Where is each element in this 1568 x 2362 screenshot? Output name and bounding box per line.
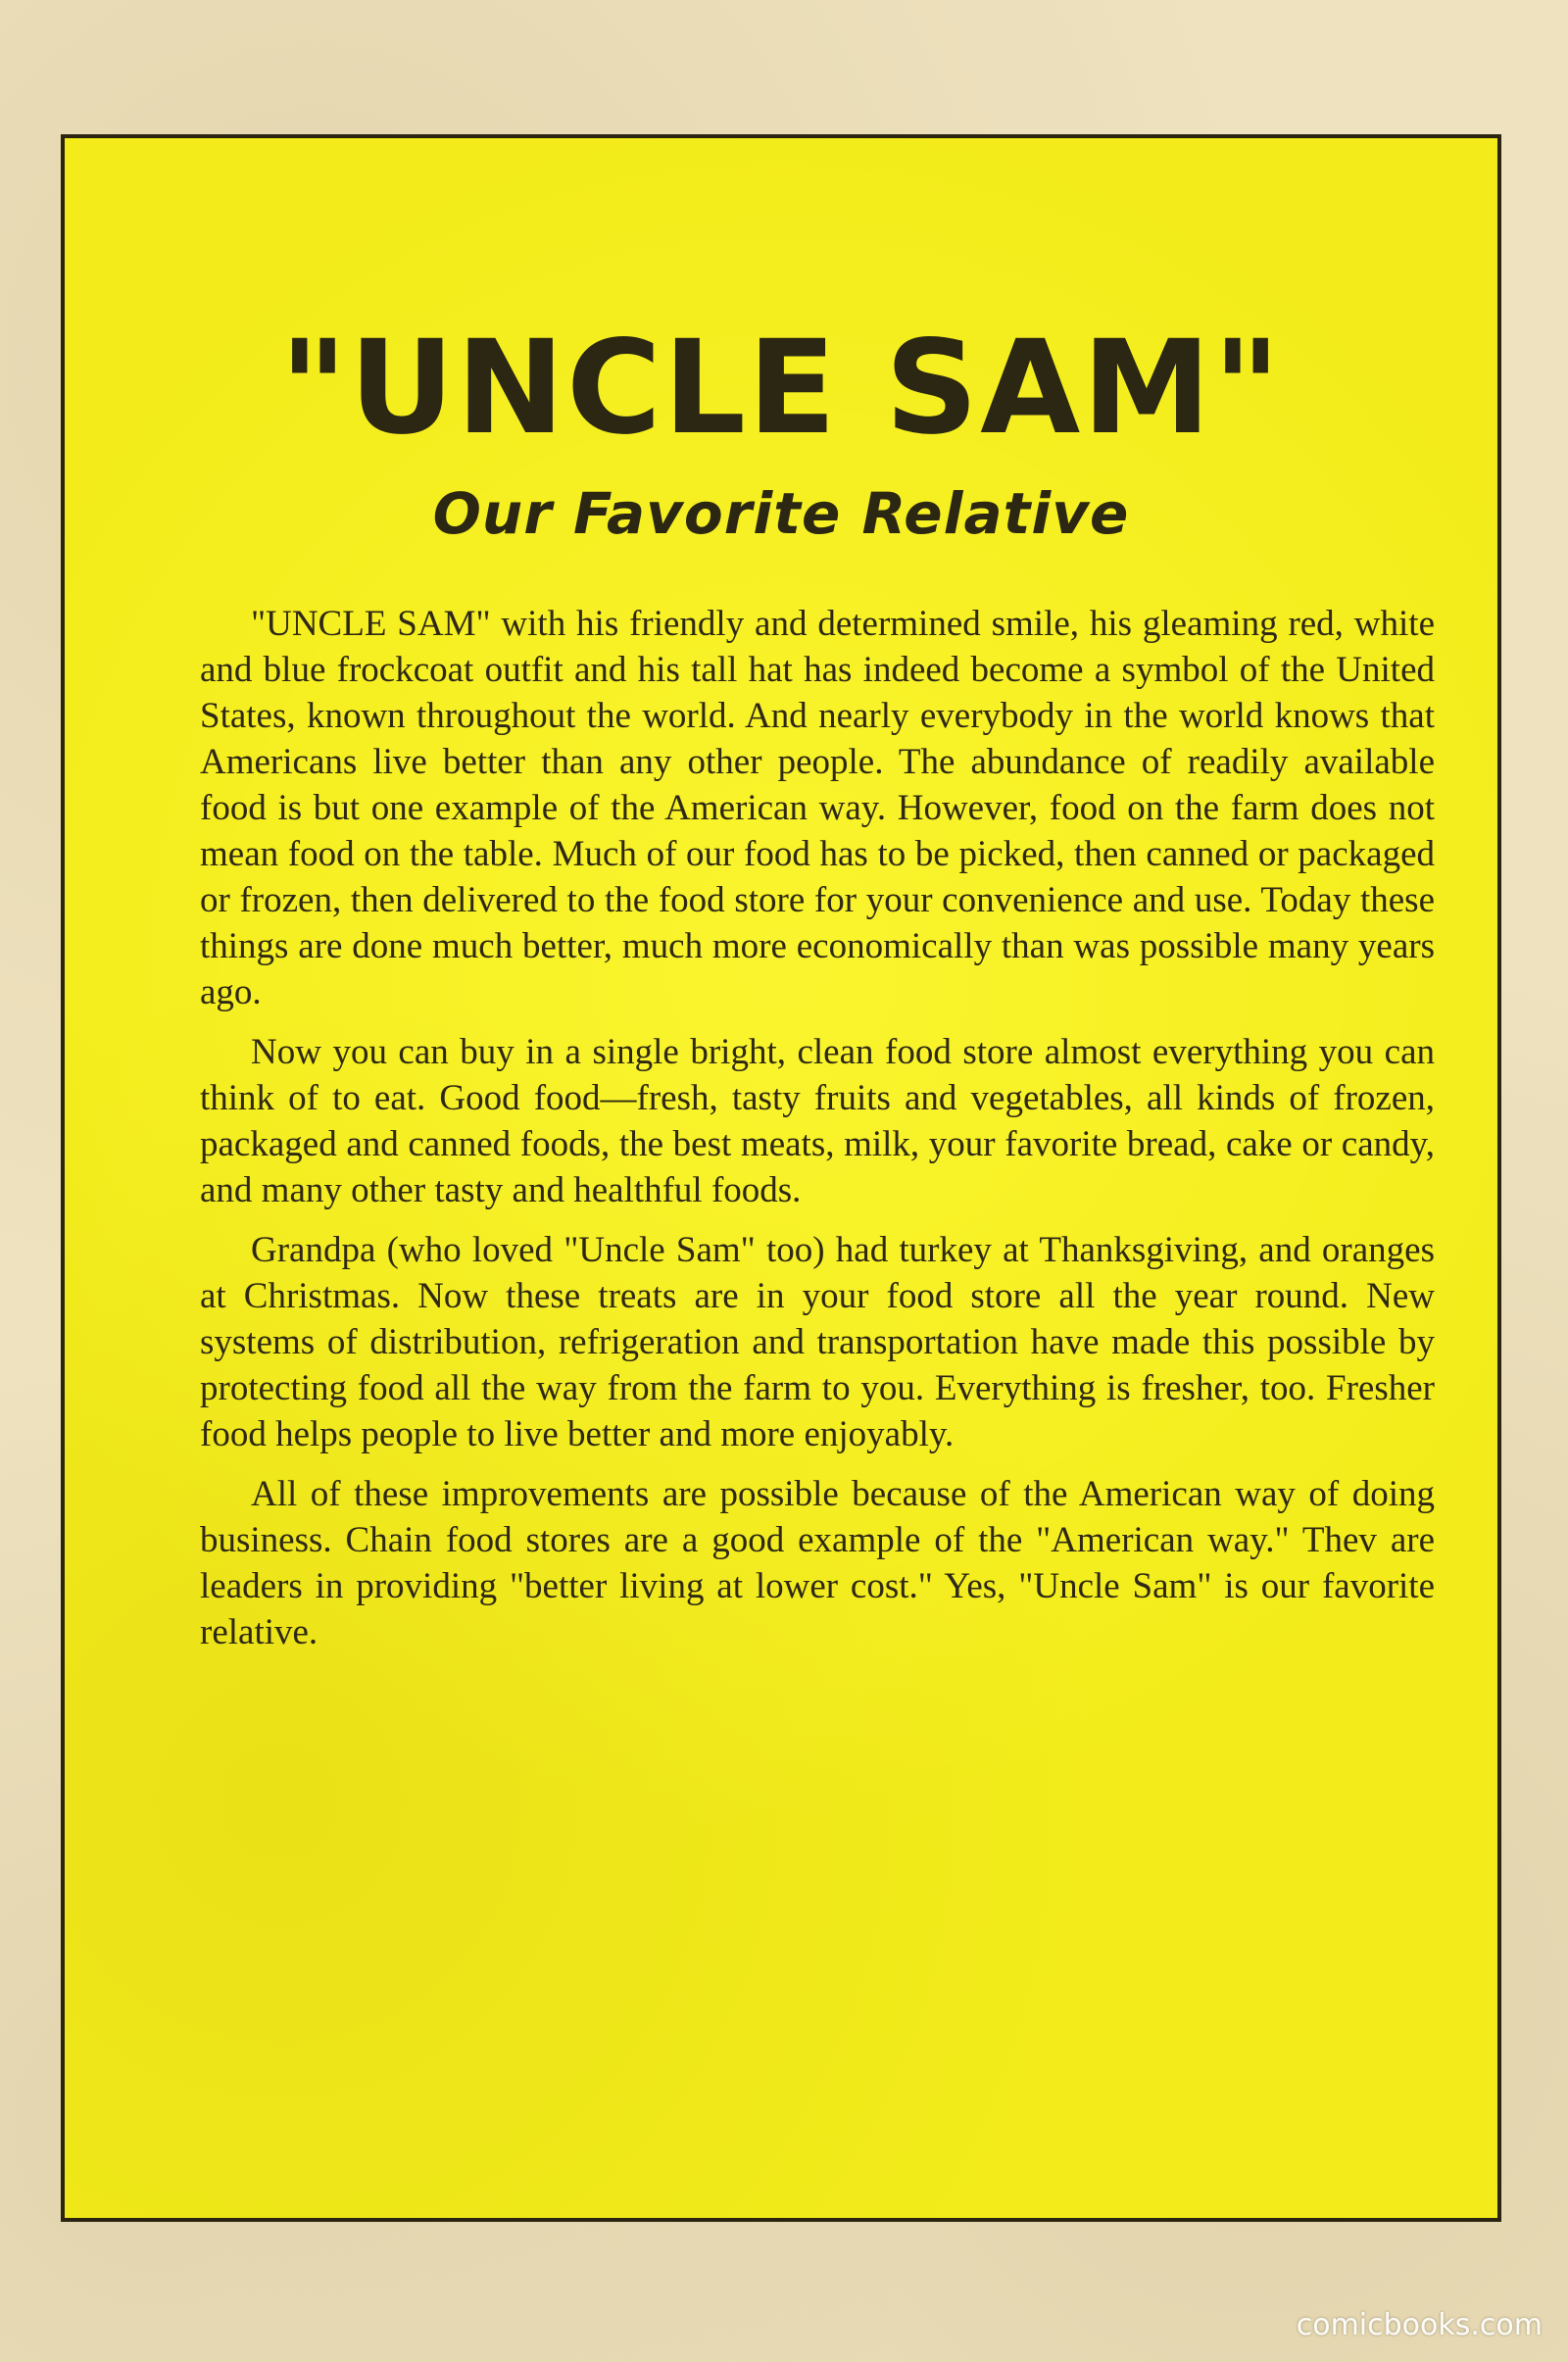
paragraph-3: Grandpa (who loved "Uncle Sam" too) had turkey at Thanksgiving, and oranges at Christmas. Now these treats are in your food store all the year round. New systems of distribution, refrigeration and transportation have made this possible by protecting food all the way from the farm to you. Everything is fresher, too. Fresher food helps people to live better and more enjoyably. xyxy=(200,1230,1435,1454)
ad-subtitle: Our Favorite Relative xyxy=(432,480,1130,547)
site-watermark: comicbooks.com xyxy=(1296,2308,1543,2342)
ad-panel xyxy=(61,134,1501,2222)
paragraph-4: All of these improvements are possible because of the American way of doing business. Chain food stores are a good example of the "American way." Thev are leaders in providing "better living at lower cost." Yes, "Uncle Sam" is our favorite relative. xyxy=(200,1474,1435,1652)
ad-body xyxy=(200,601,1435,1669)
ad-title: "UNCLE SAM" xyxy=(279,313,1283,464)
paragraph-1: "UNCLE SAM" with his friendly and determined smile, his gleaming red, white and blue frockcoat outfit and his tall hat has indeed become a symbol of the United States, known throughout the world. And nearly everybody in the world knows that Americans live better than any other people. The abundance of readily available food is but one example of the American way. However, food on the farm does not mean food on the table. Much of our food has to be picked, then canned or packaged or frozen, then delivered to the food store for your convenience and use. Today these things are done much better, much more economically than was possible many years ago. xyxy=(200,604,1435,1012)
paragraph-2: Now you can buy in a single bright, clean food store almost everything you can think of to eat. Good food—fresh, tasty fruits and vegetables, all kinds of frozen, packaged and canned foods, the best meats, milk, your favorite bread, cake or candy, and many other tasty and healthful foods. xyxy=(200,1032,1435,1210)
